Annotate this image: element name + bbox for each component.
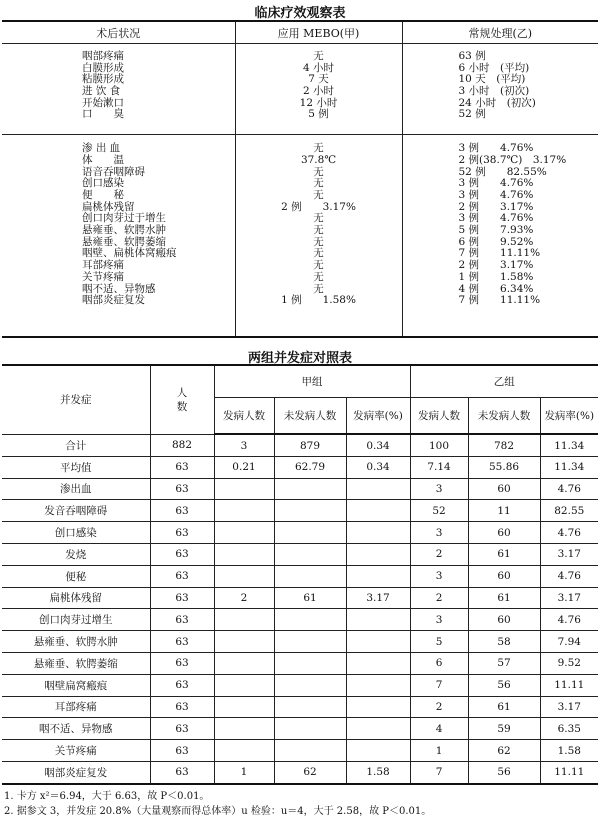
group-a-value: 无 [313, 165, 324, 178]
table-cell: 63 [150, 631, 214, 653]
table-cell: 1 [214, 761, 274, 784]
subheader-b-0: 发病人数 [410, 398, 468, 435]
table1-section1 [2, 44, 598, 135]
section1-labels [2, 44, 235, 135]
group-b-value: 2 例 3.17% [458, 200, 534, 213]
table-cell: 63 [150, 696, 214, 718]
table-cell: 82.55 [540, 500, 598, 522]
table-cell: 7.14 [410, 456, 468, 478]
status-label: 悬雍垂、软腭萎缩 [82, 235, 166, 248]
table-cell: 782 [468, 434, 540, 456]
table-cell: 0.34 [346, 434, 410, 456]
table-row [2, 456, 598, 478]
table-cell: 4.76 [540, 478, 598, 500]
group-a-value: 无 [313, 189, 324, 201]
status-label: 开始漱口 [82, 96, 124, 109]
table-cell: 4 [410, 718, 468, 740]
table-cell [346, 522, 410, 544]
table-cell: 58 [468, 631, 540, 653]
status-label: 咽部炎症复发 [82, 294, 145, 307]
group-a-value: 2 例 3.17% [281, 200, 356, 213]
table-row [2, 587, 598, 609]
table-cell: 63 [150, 718, 214, 740]
complication-name: 发音吞咽障碍 [2, 500, 150, 522]
table-cell [214, 543, 274, 565]
table-row [2, 609, 598, 631]
group-a-value: 无 [313, 142, 324, 155]
table-cell: 882 [150, 434, 214, 456]
header-group-a: 应用 MEBO(甲) [235, 21, 402, 44]
table-cell: 2 [410, 543, 468, 565]
header-group-b: 常规处理(乙) [402, 21, 598, 44]
table-cell: 56 [468, 761, 540, 784]
group-a-value: 无 [313, 50, 324, 62]
table-row [2, 543, 598, 565]
group-a-value: 无 [313, 224, 324, 237]
table-cell [214, 565, 274, 587]
group-a-value: 无 [313, 235, 324, 248]
table-cell: 57 [468, 652, 540, 674]
group-b-value: 1 例 1.58% [458, 270, 534, 283]
group-a-value: 无 [313, 247, 324, 260]
table-cell [346, 565, 410, 587]
table-cell: 3.17 [540, 696, 598, 718]
table-cell: 63 [150, 740, 214, 762]
status-label: 粘膜形成 [82, 73, 124, 86]
group-b-value: 3 例 4.76% [458, 142, 534, 155]
footnotes [4, 789, 598, 819]
table-cell [346, 740, 410, 762]
group-a-value: 5 例 [308, 108, 329, 121]
table-row [2, 631, 598, 653]
table-cell: 879 [274, 434, 346, 456]
group-a-value: 37.8℃ [300, 153, 337, 166]
table-cell [214, 674, 274, 696]
table-cell: 62 [274, 761, 346, 784]
complication-name: 创口感染 [2, 522, 150, 544]
subheader-a-0: 发病人数 [214, 398, 274, 435]
table-cell: 59 [468, 718, 540, 740]
table-cell [214, 478, 274, 500]
group-b-value: 63 例 [458, 50, 486, 62]
group-b-value: 52 例 82.55% [458, 165, 547, 178]
table-cell: 63 [150, 478, 214, 500]
table-row [2, 718, 598, 740]
complication-name: 咽壁扁窝瘢痕 [2, 674, 150, 696]
table-cell: 3.17 [540, 587, 598, 609]
group-a-value: 无 [313, 259, 324, 272]
table-cell: 60 [468, 478, 540, 500]
status-label: 创口感染 [82, 177, 124, 190]
table-cell: 5 [410, 631, 468, 653]
table-cell: 0.21 [214, 456, 274, 478]
table-cell [346, 631, 410, 653]
table-cell [214, 740, 274, 762]
table-cell [214, 718, 274, 740]
group-a-value: 7 天 [308, 73, 329, 86]
subheader-b-1: 未发病人数 [468, 398, 540, 435]
table-cell [214, 500, 274, 522]
table-cell: 2 [410, 587, 468, 609]
table-cell [274, 478, 346, 500]
table-cell: 3.17 [540, 543, 598, 565]
status-label: 关节疼痛 [82, 270, 124, 283]
status-label: 口 臭 [82, 108, 124, 121]
table-cell: 11.11 [540, 761, 598, 784]
table-cell [346, 543, 410, 565]
table-row [2, 500, 598, 522]
footnote-2: 2. 据参文 3，并发症 20.8%（大量观察而得总体率）u 检验：u＝4，大于 2.58，故 P＜0.01。 [4, 806, 432, 817]
complication-name: 悬雍垂、软腭水肿 [2, 631, 150, 653]
group-a-value: 无 [313, 270, 324, 283]
table-cell [274, 674, 346, 696]
table-cell: 63 [150, 565, 214, 587]
section1-group-b [402, 44, 598, 135]
table-cell [346, 478, 410, 500]
complication-comparison-table [2, 364, 598, 785]
header-group-a: 甲组 [214, 365, 410, 398]
table-cell: 63 [150, 500, 214, 522]
table-cell [274, 631, 346, 653]
table-cell [214, 609, 274, 631]
table-cell: 4.76 [540, 565, 598, 587]
group-b-value: 52 例 [458, 108, 486, 121]
header-postop-status: 术后状况 [2, 21, 235, 44]
table-cell: 7 [410, 674, 468, 696]
table-cell: 63 [150, 652, 214, 674]
table-cell: 63 [150, 587, 214, 609]
complication-name: 便秘 [2, 565, 150, 587]
table-row [2, 565, 598, 587]
table-cell: 3 [214, 434, 274, 456]
complication-name: 关节疼痛 [2, 740, 150, 762]
subheader-a-1: 未发病人数 [274, 398, 346, 435]
table-cell: 63 [150, 522, 214, 544]
table-cell: 3 [410, 565, 468, 587]
table-cell [274, 696, 346, 718]
group-b-value: 5 例 7.93% [458, 224, 534, 237]
table-cell: 11 [468, 500, 540, 522]
table-cell: 60 [468, 522, 540, 544]
table-row [2, 740, 598, 762]
header-group-b: 乙组 [410, 365, 598, 398]
table-cell: 1 [410, 740, 468, 762]
table-cell: 63 [150, 543, 214, 565]
table-cell [214, 696, 274, 718]
table-cell: 61 [468, 543, 540, 565]
complication-name: 耳部疼痛 [2, 696, 150, 718]
section2-group-a [235, 135, 402, 337]
table-cell: 60 [468, 609, 540, 631]
footnote-1: 1. 卡方 x²＝6.94，大于 6.63，故 P＜0.01。 [4, 791, 210, 802]
table-cell [346, 696, 410, 718]
table-cell [346, 674, 410, 696]
table-cell [214, 652, 274, 674]
group-b-value: 2 例 3.17% [458, 259, 534, 272]
table-cell: 4.76 [540, 522, 598, 544]
complication-name: 合计 [2, 434, 150, 456]
status-label: 便 秘 [82, 189, 124, 201]
table-cell: 11.34 [540, 456, 598, 478]
group-a-value: 12 小时 [299, 96, 338, 109]
table-cell: 2 [410, 696, 468, 718]
complication-name: 悬雍垂、软腭萎缩 [2, 652, 150, 674]
group-b-value: 24 小时 (初次) [458, 96, 536, 109]
group-a-value: 无 [313, 177, 324, 190]
status-label: 悬雍垂、软腭水肿 [82, 224, 166, 237]
table-cell: 2 [214, 587, 274, 609]
table-cell: 62.79 [274, 456, 346, 478]
subheader-a-2: 发病率(%) [346, 398, 410, 435]
group-a-value: 无 [313, 212, 324, 225]
table-cell: 6.35 [540, 718, 598, 740]
table-cell [274, 609, 346, 631]
table-cell: 100 [410, 434, 468, 456]
status-label: 渗 出 血 [82, 142, 121, 155]
group-b-value: 2 例(38.7℃) 3.17% [458, 153, 567, 166]
group-b-value: 3 例 4.76% [458, 189, 534, 201]
table-cell: 61 [468, 587, 540, 609]
section2-labels [2, 135, 235, 337]
section1-group-a [235, 44, 402, 135]
table-cell: 56 [468, 674, 540, 696]
group-b-value: 7 例 11.11% [458, 294, 541, 307]
table-cell [346, 609, 410, 631]
group-b-value: 7 例 11.11% [458, 247, 541, 260]
complication-name: 发烧 [2, 543, 150, 565]
table-cell: 63 [150, 609, 214, 631]
group-b-value: 6 例 9.52% [458, 235, 534, 248]
group-b-value: 3 例 4.76% [458, 177, 534, 190]
table-cell [346, 500, 410, 522]
group-b-value: 3 小时 (初次) [458, 85, 530, 98]
group-a-value: 2 小时 [302, 85, 335, 98]
table-cell: 1.58 [346, 761, 410, 784]
header-complication: 并发症 [2, 365, 150, 434]
group-a-value: 无 [313, 282, 324, 295]
table-cell [346, 718, 410, 740]
table-cell [346, 652, 410, 674]
table-cell: 6 [410, 652, 468, 674]
table-cell: 11.34 [540, 434, 598, 456]
table-row [2, 478, 598, 500]
status-label: 创口肉芽过于增生 [82, 212, 166, 225]
complication-name: 平均值 [2, 456, 150, 478]
table-row [2, 522, 598, 544]
table-cell: 61 [274, 587, 346, 609]
table-cell: 63 [150, 674, 214, 696]
table-cell: 1.58 [540, 740, 598, 762]
table-cell: 9.52 [540, 652, 598, 674]
table-cell [214, 631, 274, 653]
table-cell: 63 [150, 761, 214, 784]
table-cell [274, 718, 346, 740]
table-cell [274, 740, 346, 762]
table-cell: 3 [410, 522, 468, 544]
group-b-value: 10 天 (平均) [458, 73, 526, 86]
status-label: 体 温 [82, 153, 124, 166]
group-b-value: 4 例 6.34% [458, 282, 534, 295]
table-cell [274, 565, 346, 587]
table-cell: 60 [468, 565, 540, 587]
clinical-efficacy-table [2, 20, 598, 338]
table-cell: 4.76 [540, 609, 598, 631]
table-cell: 61 [468, 696, 540, 718]
table1-header-row [2, 21, 598, 44]
table-row [2, 761, 598, 784]
group-b-value: 3 例 4.76% [458, 212, 534, 225]
complication-name: 创口肉芽过增生 [2, 609, 150, 631]
table-cell: 62 [468, 740, 540, 762]
subheader-b-2: 发病率(%) [540, 398, 598, 435]
status-label: 扁桃体残留 [82, 200, 135, 213]
table-cell: 0.34 [346, 456, 410, 478]
table-cell: 11.11 [540, 674, 598, 696]
complication-name: 渗出血 [2, 478, 150, 500]
status-label: 白膜形成 [82, 61, 124, 74]
table-row [2, 434, 598, 456]
status-label: 咽不适、异物感 [82, 282, 156, 295]
table1-section2 [2, 135, 598, 337]
table-cell: 63 [150, 456, 214, 478]
status-label: 语音吞咽障碍 [82, 165, 145, 178]
table-cell: 7 [410, 761, 468, 784]
status-label: 耳部疼痛 [82, 259, 124, 272]
table-cell: 3 [410, 478, 468, 500]
table-row [2, 696, 598, 718]
group-b-value: 6 小时 (平均) [458, 61, 530, 74]
table2-title: 两组并发症对照表 [247, 351, 352, 366]
table-cell: 52 [410, 500, 468, 522]
table-cell [274, 543, 346, 565]
header-count: 人 数 [150, 365, 214, 434]
status-label: 咽壁、扁桃体窝瘢痕 [82, 247, 177, 260]
section2-group-b [402, 135, 598, 337]
status-label: 进 饮 食 [82, 85, 121, 98]
group-a-value: 1 例 1.58% [281, 294, 356, 307]
table-cell [274, 522, 346, 544]
complication-name: 咽部炎症复发 [2, 761, 150, 784]
table-cell: 55.86 [468, 456, 540, 478]
status-label: 咽部疼痛 [82, 50, 124, 62]
table-cell [274, 500, 346, 522]
complication-name: 扁桃体残留 [2, 587, 150, 609]
table2-header-row [2, 365, 598, 398]
complication-name: 咽不适、异物感 [2, 718, 150, 740]
table-cell [214, 522, 274, 544]
table-cell [274, 652, 346, 674]
table-cell: 3.17 [346, 587, 410, 609]
table1-title: 临床疗效观察表 [254, 6, 346, 21]
table-row [2, 674, 598, 696]
group-a-value: 4 小时 [302, 61, 335, 74]
table-cell: 3 [410, 609, 468, 631]
table-cell: 7.94 [540, 631, 598, 653]
table-row [2, 652, 598, 674]
